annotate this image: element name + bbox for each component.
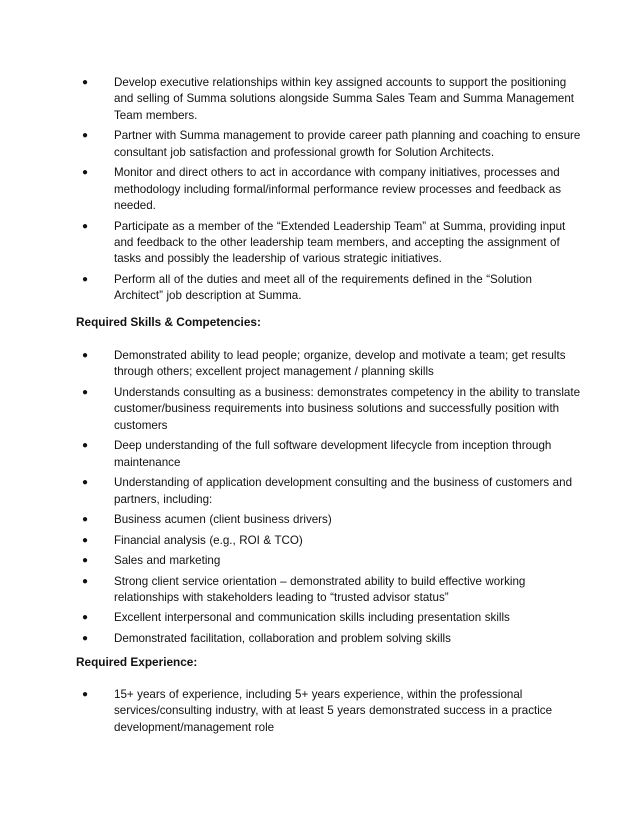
list-item-text: Excellent interpersonal and communication skills including presentation skills xyxy=(114,611,510,625)
bullet-icon: ● xyxy=(82,632,89,644)
list-item-text: Demonstrated facilitation, collaboration and problem solving skills xyxy=(114,631,451,645)
bullet-icon: ● xyxy=(82,689,89,700)
bullet-icon: ● xyxy=(82,477,89,489)
list-item xyxy=(82,574,582,607)
bullet-icon: ● xyxy=(82,386,89,398)
list-item-text: Participate as a member of the “Extended Leadership Team” at Summa, providing input and feedback to the other leadership team members, and accepting the assignment of tasks and possibly the leadership of various strategic initiatives. xyxy=(114,219,566,266)
list-item xyxy=(82,533,582,549)
list-item-text: 15+ years of experience, including 5+ years experience, within the professional services/consulting industry, with at least 5 years demonstrated success in a practice development/management role xyxy=(114,688,553,734)
list-item xyxy=(82,272,582,305)
bullet-icon: ● xyxy=(82,220,89,232)
bullet-icon: ● xyxy=(82,440,89,452)
list-item-text: Develop executive relationships within key assigned accounts to support the positioning and selling of Summa solutions alongside Summa Sales Team and Summa Management Team members. xyxy=(114,76,574,122)
list-item xyxy=(82,385,582,434)
responsibilities-list xyxy=(82,75,582,309)
bullet-icon: ● xyxy=(82,612,89,624)
list-item xyxy=(82,512,582,528)
list-item xyxy=(82,687,582,736)
bullet-icon: ● xyxy=(82,167,89,179)
list-item-text: Understanding of application development consulting and the business of customers and partners, including: xyxy=(114,476,573,506)
list-item xyxy=(82,631,582,647)
list-item-text: Deep understanding of the full software development lifecycle from inception through maintenance xyxy=(114,439,552,469)
list-item xyxy=(82,348,582,381)
list-item xyxy=(82,610,582,626)
bullet-icon: ● xyxy=(82,575,89,587)
skills-list xyxy=(82,348,582,651)
bullet-icon: ● xyxy=(82,130,89,142)
list-item xyxy=(82,475,582,508)
list-item-text: Financial analysis (e.g., ROI & TCO) xyxy=(114,533,303,547)
list-item-text: Strong client service orientation – demonstrated ability to build effective working relationships with stakeholders leading to “trusted advisor status” xyxy=(114,574,526,604)
list-item-text: Partner with Summa management to provide career path planning and coaching to ensure consultant job satisfaction and professional growth for Solution Architects. xyxy=(114,129,581,159)
list-item-text: Understands consulting as a business: demonstrates competency in the ability to translate customer/business requirements into business solutions and successfully position with customers xyxy=(114,385,581,432)
list-item xyxy=(82,75,582,124)
list-item-text: Sales and marketing xyxy=(114,554,221,568)
bullet-icon: ● xyxy=(82,273,89,285)
list-item-text: Demonstrated ability to lead people; organize, develop and motivate a team; get results through others; excellent project management / planning skills xyxy=(114,349,566,379)
bullet-icon: ● xyxy=(82,514,89,526)
list-item xyxy=(82,553,582,569)
list-item xyxy=(82,219,582,268)
skills-heading: Required Skills & Competencies: xyxy=(76,315,261,329)
bullet-icon: ● xyxy=(82,555,89,567)
list-item xyxy=(82,128,582,161)
bullet-icon: ● xyxy=(82,77,89,88)
list-item-text: Monitor and direct others to act in accordance with company initiatives, processes and methodology including formal/informal performance review processes and feedback as needed. xyxy=(114,166,562,213)
experience-list xyxy=(82,687,582,740)
list-item-text: Business acumen (client business drivers) xyxy=(114,513,332,527)
experience-heading: Required Experience: xyxy=(76,655,198,669)
list-item-text: Perform all of the duties and meet all of the requirements defined in the “Solution Architect” job description at Summa. xyxy=(114,272,532,303)
list-item xyxy=(82,438,582,471)
list-item xyxy=(82,165,582,214)
bullet-icon: ● xyxy=(82,534,89,546)
bullet-icon: ● xyxy=(82,350,89,361)
